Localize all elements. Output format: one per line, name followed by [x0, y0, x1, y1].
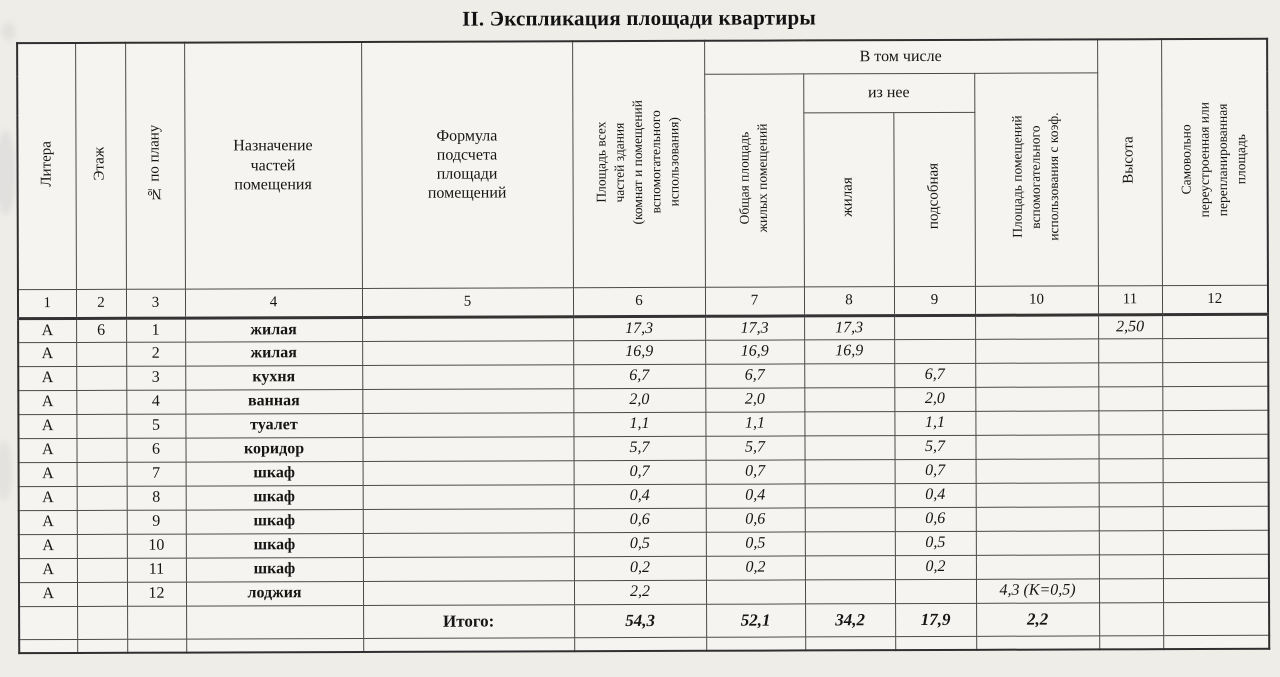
col-header-formula: Формула подсчета площади помещений — [361, 41, 573, 288]
total-cell-name — [186, 605, 363, 639]
cell-formula — [362, 340, 573, 365]
col-header-etazh-label: Этаж — [91, 146, 108, 181]
cell-c8 — [805, 459, 895, 483]
total-value-c6: 54,3 — [574, 604, 706, 637]
cell-c9 — [894, 315, 975, 339]
total-label: Итого: — [363, 604, 574, 638]
cell-c8 — [804, 363, 894, 387]
cell-c12 — [1162, 314, 1268, 338]
empty-cell — [895, 636, 976, 650]
cell-formula — [363, 460, 574, 485]
cell-c10 — [975, 386, 1098, 410]
col-header-podsobnaya-label: подсобная — [925, 163, 942, 230]
cell-c10 — [976, 482, 1099, 506]
cell-c7: 16,9 — [705, 339, 804, 363]
column-number: 5 — [362, 287, 573, 317]
cell-c7: 2,0 — [705, 387, 804, 411]
cell-c11 — [1099, 482, 1163, 506]
col-header-ploshchad-vspom-label: Площадь помещений вспомогательного использования с коэф. — [1009, 112, 1062, 241]
cell-c8 — [805, 483, 895, 507]
cell-etazh — [77, 510, 127, 534]
cell-litera: А — [18, 366, 76, 390]
cell-name: шкаф — [186, 485, 363, 510]
cell-num: 4 — [126, 390, 185, 414]
cell-etazh — [77, 534, 127, 558]
total-cell-etazh — [77, 606, 127, 639]
column-number: 9 — [894, 286, 975, 315]
cell-c11 — [1099, 578, 1163, 602]
empty-cell — [574, 637, 706, 651]
col-header-plan-number-label: № по плану — [146, 125, 163, 202]
cell-formula — [363, 484, 574, 509]
cell-c8: 17,3 — [804, 315, 894, 339]
header-row-top — [17, 39, 1267, 76]
cell-c6: 16,9 — [573, 340, 705, 364]
cell-c10 — [976, 458, 1099, 482]
col-header-zhilaya — [803, 112, 894, 286]
cell-c6: 0,5 — [574, 532, 706, 556]
empty-cell — [19, 639, 77, 653]
col-header-etazh — [75, 43, 126, 289]
cell-c12 — [1162, 410, 1268, 434]
cell-c6: 1,1 — [573, 412, 705, 436]
cell-c12 — [1162, 434, 1268, 458]
cell-num: 6 — [126, 438, 185, 462]
total-value-c9: 17,9 — [895, 603, 976, 636]
cell-etazh — [76, 438, 126, 462]
cell-name: шкаф — [186, 509, 363, 534]
cell-c8 — [804, 411, 894, 435]
cell-c12 — [1162, 386, 1268, 410]
column-number: 8 — [804, 286, 894, 315]
cell-litera: А — [18, 390, 76, 414]
cell-c11: 2,50 — [1098, 314, 1162, 338]
cell-c8 — [804, 387, 894, 411]
cell-c10 — [975, 314, 1098, 338]
cell-c7: 0,5 — [706, 531, 805, 555]
total-value-c12 — [1163, 602, 1269, 635]
group-header-v-tom-chisle: В том числе — [704, 39, 1097, 73]
cell-c12 — [1163, 482, 1269, 506]
col-header-ploshchad-vspom — [974, 72, 1098, 285]
empty-cell — [1099, 635, 1163, 649]
empty-bottom-row — [19, 635, 1269, 653]
cell-name: туалет — [185, 413, 362, 438]
cell-litera: А — [18, 318, 76, 342]
cell-etazh — [77, 486, 127, 510]
col-header-plan-number — [125, 43, 185, 289]
cell-etazh — [76, 414, 126, 438]
cell-etazh — [77, 558, 127, 582]
col-header-ploshchad-vseh — [572, 41, 705, 287]
cell-name: шкаф — [186, 461, 363, 486]
cell-c9: 6,7 — [894, 363, 975, 387]
cell-c11 — [1098, 434, 1162, 458]
cell-c8 — [805, 579, 895, 603]
cell-litera: А — [18, 342, 76, 366]
col-header-ploshchad-vseh-label: Площадь всех частей здания (комнат и помещений вспомогательного использования) — [593, 99, 683, 225]
cell-c8 — [804, 435, 894, 459]
cell-c6: 6,7 — [573, 364, 705, 388]
cell-c9: 1,1 — [894, 411, 975, 435]
cell-litera: А — [19, 486, 77, 510]
cell-formula — [362, 412, 573, 437]
table-header — [17, 39, 1268, 318]
total-row — [19, 602, 1269, 639]
empty-cell — [976, 635, 1099, 649]
cell-etazh — [76, 342, 126, 366]
cell-c7: 1,1 — [705, 411, 804, 435]
cell-num: 5 — [126, 414, 185, 438]
column-numbers-row — [18, 285, 1268, 318]
cell-name: жилая — [185, 341, 362, 366]
page-title: II. Экспликация площади квартиры — [462, 5, 816, 31]
cell-name: кухня — [185, 365, 362, 390]
col-header-podsobnaya — [893, 112, 975, 286]
cell-c10: 4,3 (К=0,5) — [976, 578, 1099, 602]
cell-c12 — [1163, 458, 1269, 482]
cell-name: лоджия — [186, 581, 363, 606]
total-value-c10: 2,2 — [976, 602, 1099, 635]
cell-c10 — [975, 434, 1098, 458]
cell-litera: А — [18, 414, 76, 438]
cell-c7: 0,4 — [706, 483, 805, 507]
col-header-samovolno — [1161, 39, 1268, 285]
cell-etazh — [77, 462, 127, 486]
cell-c10 — [976, 530, 1099, 554]
cell-c6: 5,7 — [573, 436, 705, 460]
cell-c11 — [1099, 506, 1163, 530]
column-number: 11 — [1098, 285, 1162, 314]
cell-c11 — [1098, 386, 1162, 410]
cell-c12 — [1162, 338, 1268, 362]
cell-c9 — [895, 579, 976, 603]
cell-c9: 0,6 — [895, 507, 976, 531]
col-header-obshchaya-label: Общая площадь жилых помещений — [736, 123, 771, 233]
cell-c6: 0,2 — [574, 556, 706, 580]
total-cell-litera — [19, 606, 77, 639]
col-header-litera — [17, 43, 76, 289]
cell-formula — [363, 556, 574, 581]
cell-formula — [363, 532, 574, 557]
cell-c10 — [975, 362, 1098, 386]
column-number: 1 — [18, 289, 76, 318]
cell-c6: 0,4 — [574, 484, 706, 508]
empty-cell — [363, 637, 574, 652]
cell-c9 — [894, 339, 975, 363]
cell-c10 — [975, 338, 1098, 362]
col-header-obshchaya — [704, 73, 804, 286]
cell-c9: 2,0 — [894, 387, 975, 411]
cell-c12 — [1163, 554, 1269, 578]
cell-c9: 0,7 — [895, 459, 976, 483]
column-number: 10 — [975, 285, 1098, 314]
total-value-c8: 34,2 — [805, 603, 895, 636]
cell-litera: А — [19, 582, 77, 606]
column-number: 3 — [126, 289, 185, 318]
cell-formula — [362, 364, 573, 389]
cell-c8 — [805, 531, 895, 555]
cell-c9: 0,4 — [895, 483, 976, 507]
cell-name: жилая — [185, 317, 362, 342]
cell-litera: А — [19, 462, 77, 486]
cell-num: 10 — [127, 534, 186, 558]
cell-litera: А — [19, 534, 77, 558]
cell-c11 — [1099, 458, 1163, 482]
cell-c7: 5,7 — [705, 435, 804, 459]
empty-cell — [77, 639, 127, 653]
cell-c7: 0,7 — [706, 459, 805, 483]
total-cell-num — [127, 606, 186, 639]
cell-c8: 16,9 — [804, 339, 894, 363]
col-header-vysota-label: Высота — [1120, 136, 1137, 184]
cell-c11 — [1099, 554, 1163, 578]
cell-etazh — [76, 366, 126, 390]
cell-c8 — [805, 507, 895, 531]
cell-name: шкаф — [186, 557, 363, 582]
empty-cell — [186, 638, 363, 653]
cell-c8 — [805, 555, 895, 579]
cell-name: ванная — [185, 389, 362, 414]
cell-num: 7 — [127, 462, 186, 486]
cell-c6: 0,7 — [574, 460, 706, 484]
cell-c9: 5,7 — [894, 435, 975, 459]
cell-litera: А — [19, 510, 77, 534]
cell-name: шкаф — [186, 533, 363, 558]
cell-c6: 17,3 — [573, 316, 705, 340]
cell-c10 — [976, 554, 1099, 578]
cell-c7: 6,7 — [705, 363, 804, 387]
cell-name: коридор — [185, 437, 362, 462]
cell-c12 — [1163, 578, 1269, 602]
cell-num: 3 — [126, 366, 185, 390]
cell-num: 9 — [127, 510, 186, 534]
cell-c11 — [1098, 338, 1162, 362]
cell-c11 — [1098, 410, 1162, 434]
cell-litera: А — [18, 438, 76, 462]
cell-c7 — [706, 579, 805, 603]
cell-c10 — [976, 506, 1099, 530]
cell-c6: 2,0 — [573, 388, 705, 412]
scan-artifact — [0, 130, 16, 215]
cell-c12 — [1163, 530, 1269, 554]
cell-c11 — [1099, 530, 1163, 554]
column-number: 6 — [573, 287, 705, 316]
cell-c11 — [1098, 362, 1162, 386]
scan-artifact — [0, 440, 13, 500]
empty-cell — [805, 636, 895, 650]
cell-formula — [363, 508, 574, 533]
cell-c12 — [1162, 362, 1268, 386]
empty-cell — [1163, 635, 1269, 649]
cell-c7: 0,6 — [706, 507, 805, 531]
cell-c6: 0,6 — [574, 508, 706, 532]
cell-c7: 17,3 — [705, 315, 804, 339]
total-value-c11 — [1099, 602, 1163, 635]
cell-etazh — [77, 582, 127, 606]
explication-table — [16, 38, 1270, 654]
col-header-samovolno-label: Самовольно переустроенная или перепланированная площадь — [1178, 102, 1249, 218]
cell-num: 1 — [126, 318, 185, 342]
column-number: 4 — [185, 288, 362, 318]
cell-c6: 2,2 — [574, 580, 706, 604]
cell-etazh — [76, 390, 126, 414]
cell-formula — [362, 316, 573, 341]
column-number: 12 — [1162, 285, 1268, 314]
cell-formula — [363, 580, 574, 605]
cell-c9: 0,5 — [895, 531, 976, 555]
group-header-iz-nee: из нее — [803, 73, 974, 113]
cell-num: 2 — [126, 342, 185, 366]
column-number: 7 — [705, 286, 804, 315]
cell-formula — [362, 388, 573, 413]
cell-num: 12 — [127, 582, 186, 606]
cell-num: 11 — [127, 558, 186, 582]
table-data-rows — [18, 314, 1269, 606]
empty-cell — [706, 636, 805, 650]
cell-formula — [362, 436, 573, 461]
column-number: 2 — [76, 289, 126, 318]
col-header-naznachenie: Назначение частей помещения — [184, 42, 362, 289]
cell-c10 — [975, 410, 1098, 434]
cell-c7: 0,2 — [706, 555, 805, 579]
col-header-vysota — [1097, 39, 1162, 285]
cell-c9: 0,2 — [895, 555, 976, 579]
table-footer — [19, 602, 1269, 653]
cell-litera: А — [19, 558, 77, 582]
col-header-litera-label: Литера — [37, 140, 55, 187]
cell-c12 — [1163, 506, 1269, 530]
total-value-c7: 52,1 — [706, 603, 805, 636]
cell-num: 8 — [127, 486, 186, 510]
empty-cell — [127, 639, 186, 653]
cell-etazh: 6 — [76, 318, 126, 342]
col-header-zhilaya-label: жилая — [839, 177, 856, 217]
